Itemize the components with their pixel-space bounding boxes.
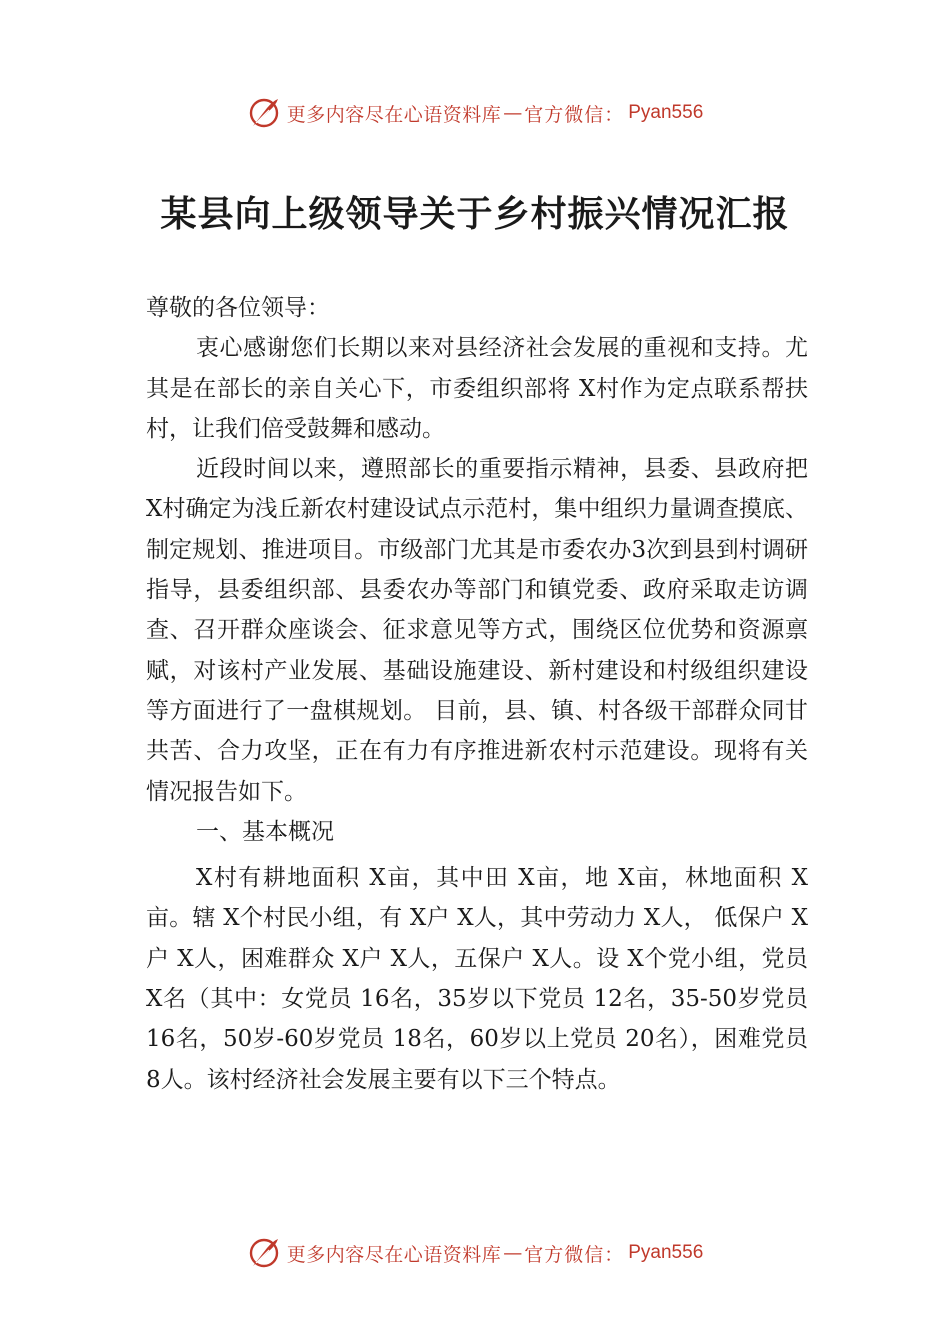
watermark-wechat-label: 官方微信：: [524, 1243, 625, 1266]
quill-pen-icon: [247, 1236, 281, 1270]
watermark-slogan: 更多内容尽在心语资料库: [286, 1243, 502, 1266]
watermark-slogan: 更多内容尽在心语资料库: [286, 103, 502, 126]
watermark-dash: —: [503, 1242, 523, 1264]
watermark-dash: —: [503, 102, 523, 124]
document-title: 某县向上级领导关于乡村振兴情况汇报: [160, 193, 790, 235]
paragraph-progress: 近段时间以来，遵照部长的重要指示精神，县委、县政府把 X村确定为浅丘新农村建设试点示范村，集中组织力量调查摸底、制定规划、推进项目。市级部门尤其是市委农办3次到县到村调研指导，县委组织部、县委农办等部门和镇党委、政府采取走访调查、召开群众座谈会、征求意见等方式，围绕区位优势和资源禀赋，对该村产业发展、基础设施建设、新村建设和村级组织建设等方面进行了一盘棋规划。 目前，县、镇、村各级干部群众同甘共苦、合力攻坚，正在有力有序推进新农村示范建设。现将有关情况报告如下。: [146, 456, 808, 805]
salutation: 尊敬的各位领导：: [146, 295, 330, 321]
quill-pen-icon: [247, 96, 281, 130]
watermark-wechat-id: Pyan556: [628, 1242, 704, 1263]
watermark-wechat-id: Pyan556: [628, 102, 704, 123]
header-watermark: [0, 96, 950, 130]
footer-watermark: [0, 1236, 950, 1270]
document-body: [146, 288, 808, 1100]
paragraph-thanks: 衷心感谢您们长期以来对县经济社会发展的重视和支持。尤其是在部长的亲自关心下，市委组织部将 X村作为定点联系帮扶村，让我们倍受鼓舞和感动。: [146, 335, 808, 442]
watermark-wechat-label: 官方微信：: [524, 103, 625, 126]
paragraph-overview: X村有耕地面积 X亩，其中田 X亩，地 X亩，林地面积 X亩。辖 X个村民小组，有 X户 X人，其中劳动力 X人， 低保户 X户 X人，困难群众 X户 X人，五保户 X人。设 X个党小组，党员 X名（其中：女党员 16名，35岁以下党员 12名，35-50岁党员 16名，50岁-60岁党员 18名，60岁以上党员 20名），困难党员 8人。该村经济社会发展主要有以下三个特点。: [146, 865, 808, 1093]
section-heading: 一、基本概况: [196, 818, 334, 845]
